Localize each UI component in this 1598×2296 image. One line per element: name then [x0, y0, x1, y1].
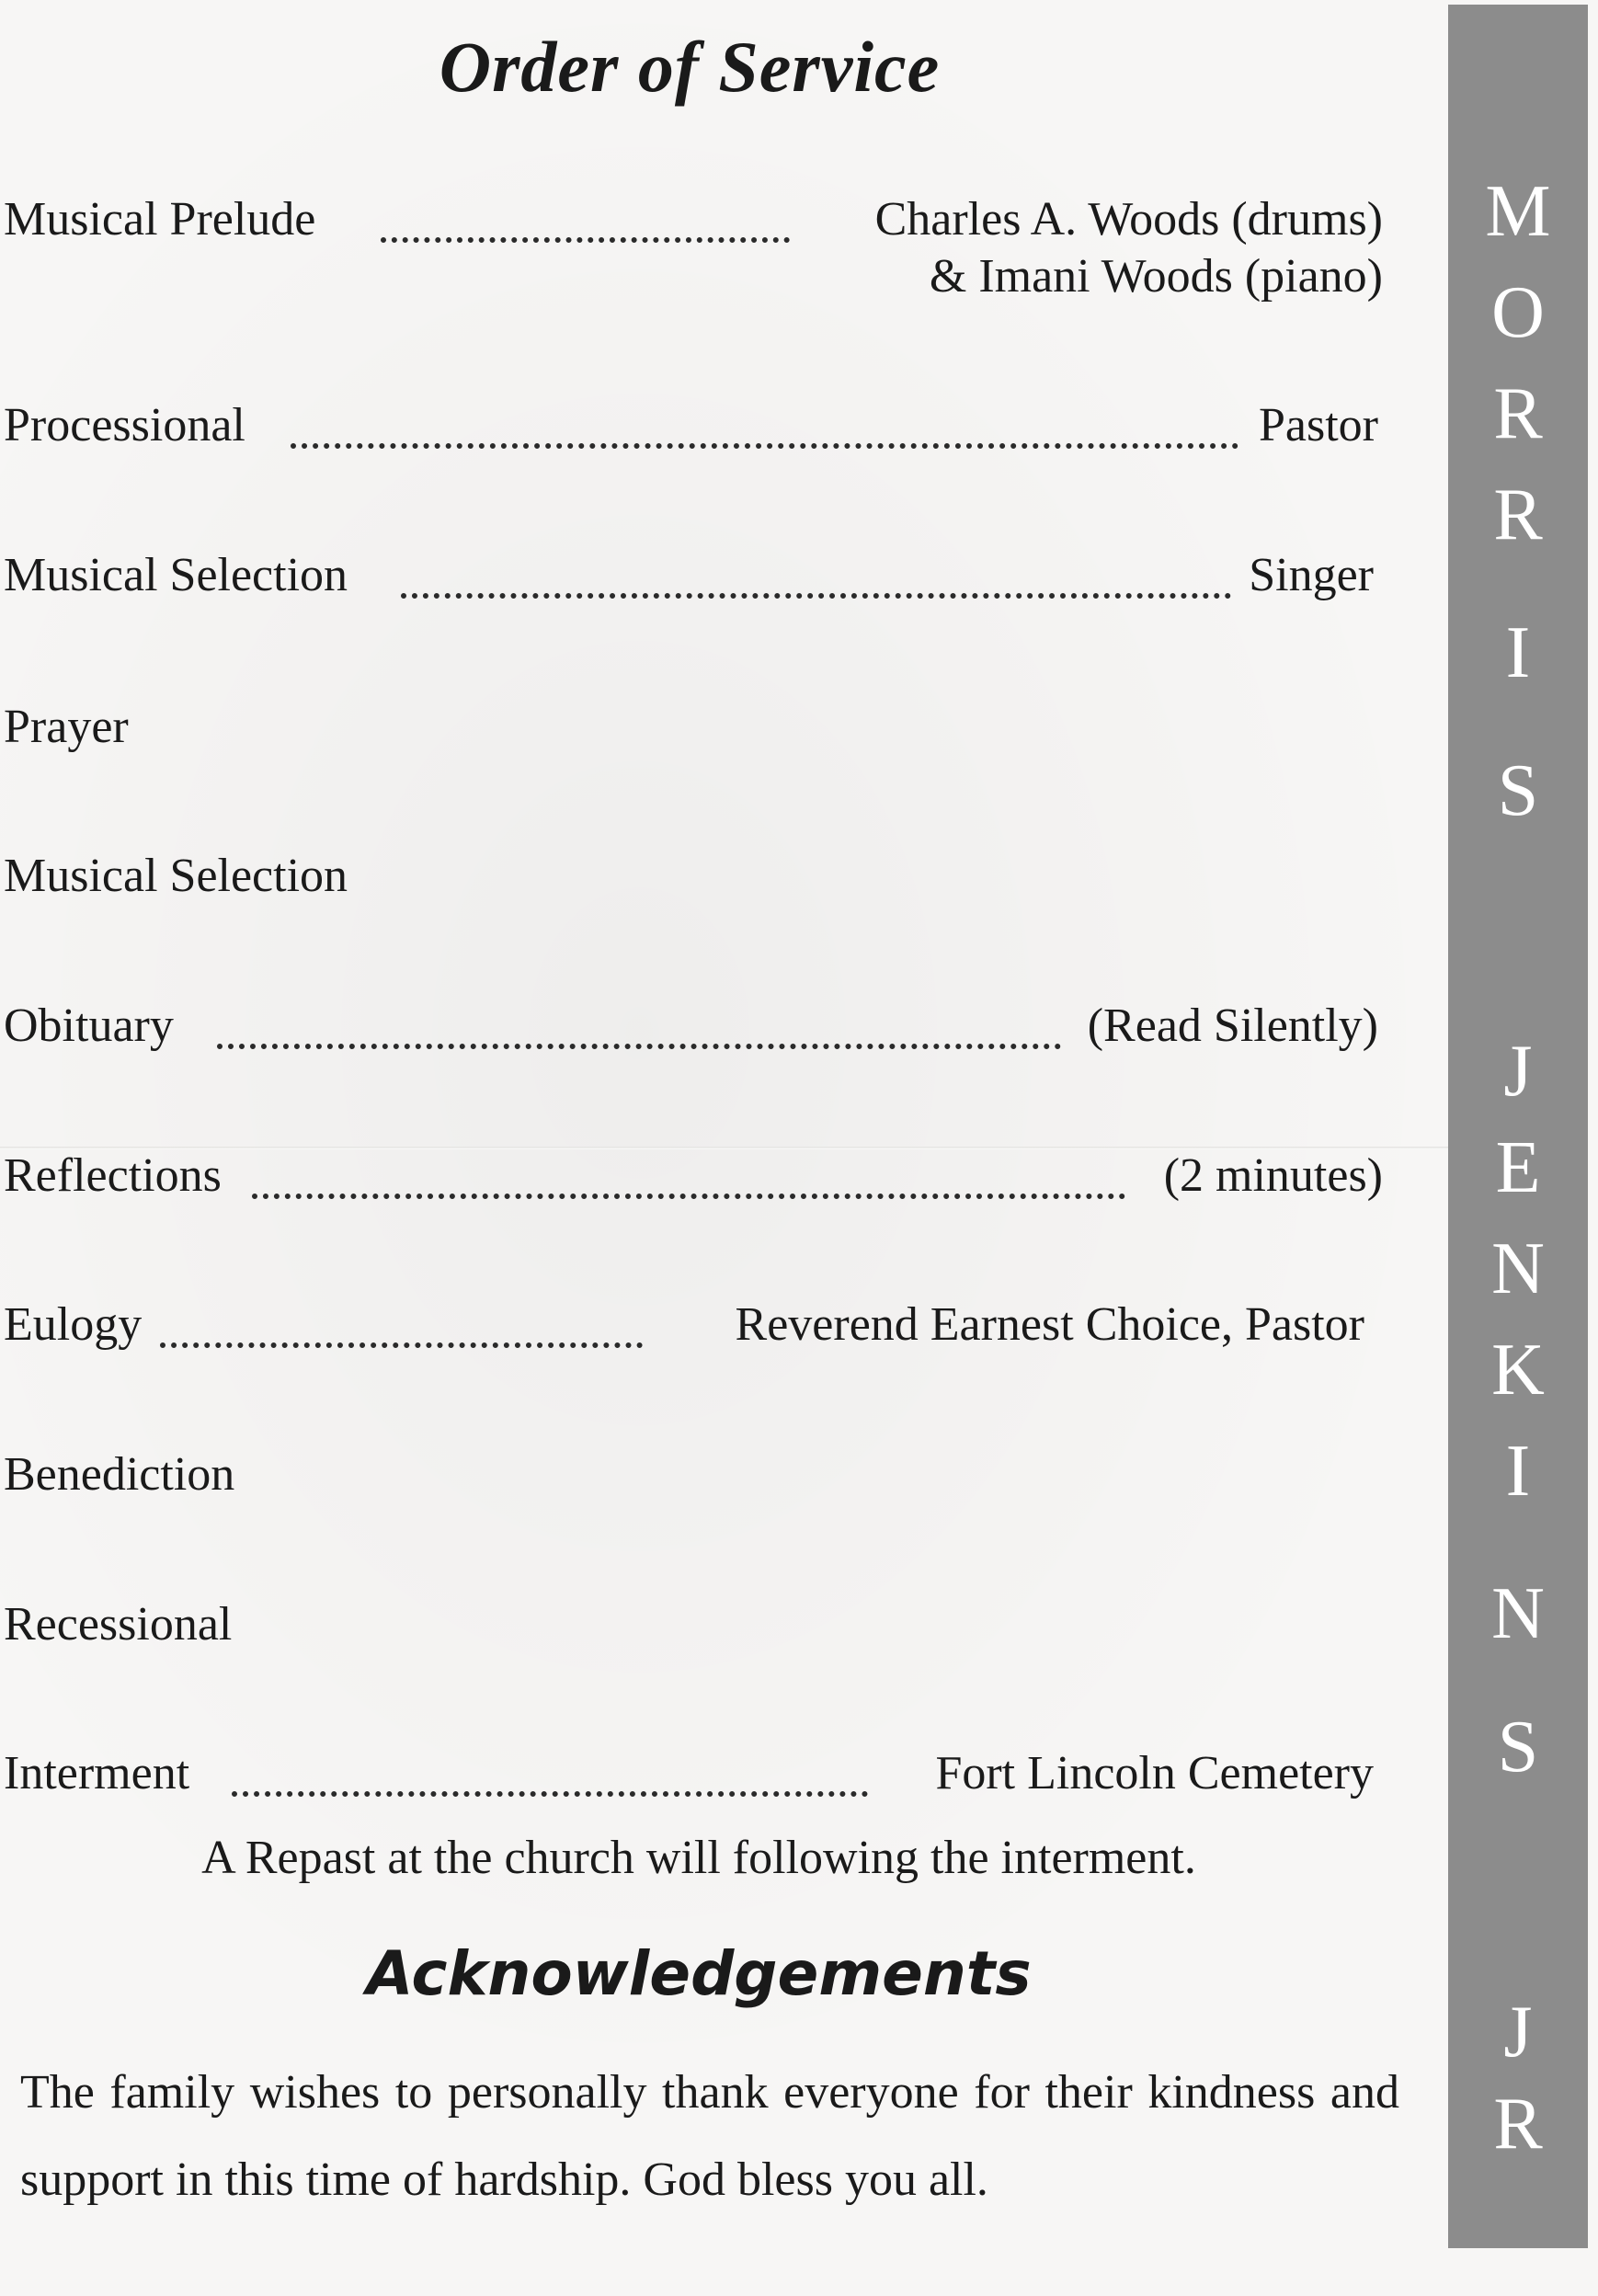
service-item-reflections — [4, 1148, 1383, 1212]
service-item-value: Fort Lincoln Cemetery — [935, 1747, 1374, 1799]
service-item-benediction — [4, 1446, 1383, 1511]
service-item-label: Musical Selection — [4, 850, 348, 902]
service-item-value-line2: & Imani Woods (piano) — [929, 250, 1383, 303]
dot-leader — [160, 1342, 643, 1348]
service-item-value: Pastor — [1259, 399, 1378, 451]
service-item-recessional — [4, 1596, 1383, 1661]
sidebar-letter: N — [1491, 1573, 1545, 1654]
service-item-label: Prayer — [4, 701, 129, 753]
service-item-label: Obituary — [4, 1000, 174, 1052]
sidebar-letter: I — [1505, 612, 1531, 693]
sidebar-letter: R — [1493, 373, 1543, 454]
dot-leader — [291, 443, 1238, 449]
service-item-musical-selection — [4, 848, 1383, 912]
service-item-label: Benediction — [4, 1448, 235, 1501]
sidebar-letter: O — [1491, 272, 1545, 353]
service-item-interment — [4, 1745, 1374, 1810]
sidebar-letter: I — [1505, 1431, 1531, 1512]
acknowledgements-body: The family wishes to personally thank everyone for their kindness and support in this time of hardship. God bless you all. — [20, 2066, 1399, 2206]
dot-leader — [217, 1044, 1061, 1049]
service-item-value: Singer — [1249, 549, 1374, 601]
service-item-label: Musical Selection — [4, 549, 348, 601]
sidebar-letter: J — [1503, 1992, 1533, 2073]
repast-note: A Repast at the church will following the interment. — [201, 1832, 1196, 1884]
sidebar-letter: M — [1485, 171, 1551, 252]
service-item-musical-selection-singer — [4, 547, 1374, 611]
service-item-value: Reverend Earnest Choice, Pastor — [735, 1298, 1364, 1351]
sidebar-letter: E — [1495, 1127, 1541, 1208]
service-item-value: (Read Silently) — [1087, 1000, 1378, 1052]
sidebar-letter: J — [1503, 1031, 1533, 1112]
service-item-processional — [4, 397, 1378, 462]
sidebar-letter: R — [1493, 474, 1543, 555]
service-item-label: Reflections — [4, 1149, 222, 1202]
service-item-label: Musical Prelude — [4, 193, 316, 246]
service-item-obituary — [4, 998, 1378, 1062]
dot-leader — [381, 237, 790, 243]
name-sidebar — [1448, 5, 1588, 2248]
service-item-label: Eulogy — [4, 1298, 143, 1351]
sidebar-letter: S — [1497, 750, 1539, 831]
dot-leader — [252, 1194, 1125, 1199]
service-item-label: Interment — [4, 1747, 190, 1799]
sidebar-letter: S — [1497, 1707, 1539, 1788]
service-item-value: (2 minutes) — [1163, 1149, 1383, 1202]
service-item-eulogy — [4, 1296, 1364, 1361]
acknowledgements-title: Acknowledgements — [366, 1938, 1032, 2009]
dot-leader — [232, 1791, 868, 1797]
sidebar-letter: R — [1493, 2084, 1543, 2165]
service-item-musical-prelude — [4, 191, 1383, 303]
service-item-prayer — [4, 699, 1383, 763]
dot-leader — [401, 593, 1231, 599]
service-item-label: Recessional — [4, 1598, 233, 1651]
page-title: Order of Service — [439, 27, 941, 107]
service-item-label: Processional — [4, 399, 245, 451]
service-item-value: Charles A. Woods (drums) — [874, 193, 1383, 246]
sidebar-letter: K — [1491, 1330, 1545, 1411]
sidebar-letter: N — [1491, 1228, 1545, 1309]
